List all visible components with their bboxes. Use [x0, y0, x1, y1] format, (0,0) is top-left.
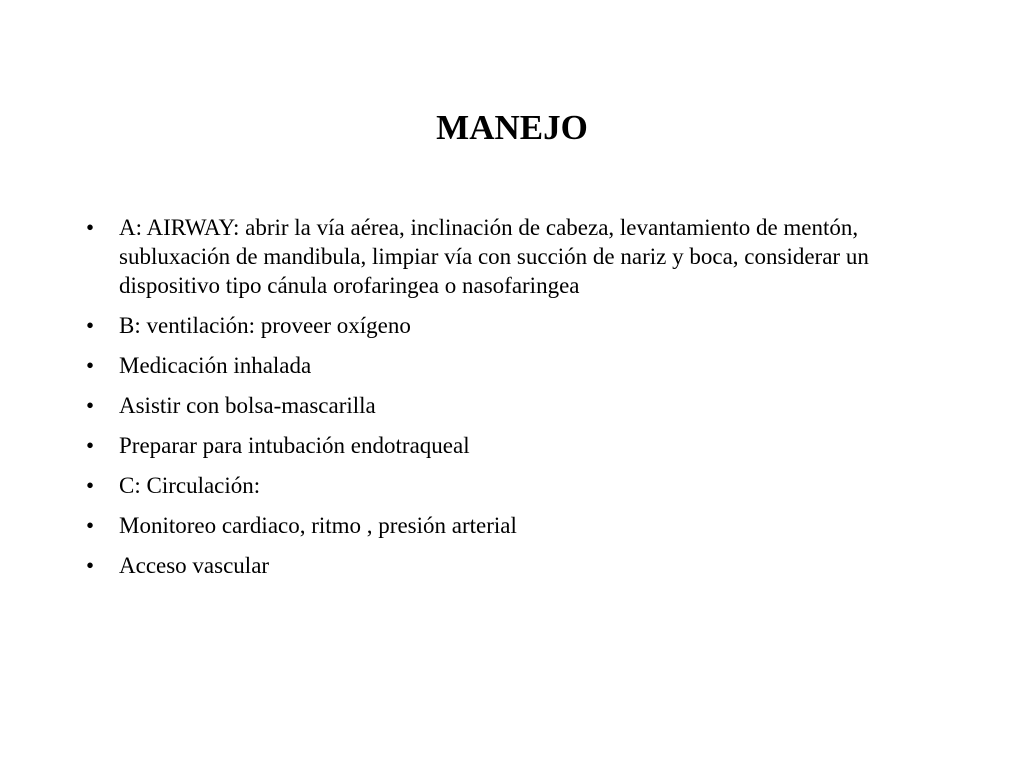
bullet-item-cardiac-monitoring [86, 511, 926, 540]
bullet-text: Asistir con bolsa-mascarilla [119, 393, 376, 418]
bullet-icon: • [86, 353, 95, 378]
bullet-item-vascular-access [86, 551, 926, 580]
bullet-text: Monitoreo cardiaco, ritmo , presión arterial [119, 513, 517, 538]
bullet-text: B: ventilación: proveer oxígeno [119, 313, 411, 338]
bullet-item-circulation [86, 471, 926, 500]
bullet-list [86, 213, 926, 591]
bullet-icon: • [86, 313, 95, 338]
bullet-icon: • [86, 473, 95, 498]
bullet-item-intubation [86, 431, 926, 460]
bullet-icon: • [86, 393, 95, 418]
bullet-item-airway [86, 213, 926, 300]
bullet-item-bag-mask [86, 391, 926, 420]
bullet-icon: • [86, 215, 95, 240]
bullet-text: A: AIRWAY: abrir la vía aérea, inclinación de cabeza, levantamiento de mentón, subluxación de mandibula, limpiar vía con succión de nariz y boca, considerar un dispositivo tipo cánula orofaringea o nasofaringea [119, 215, 869, 298]
bullet-text: Preparar para intubación endotraqueal [119, 433, 470, 458]
bullet-text: Acceso vascular [119, 553, 270, 578]
bullet-icon: • [86, 433, 95, 458]
bullet-text: Medicación inhalada [119, 353, 312, 378]
slide-title: MANEJO [436, 108, 588, 147]
bullet-item-ventilation [86, 311, 926, 340]
bullet-item-inhaled-medication [86, 351, 926, 380]
bullet-icon: • [86, 513, 95, 538]
bullet-icon: • [86, 553, 95, 578]
bullet-text: C: Circulación: [119, 473, 261, 498]
